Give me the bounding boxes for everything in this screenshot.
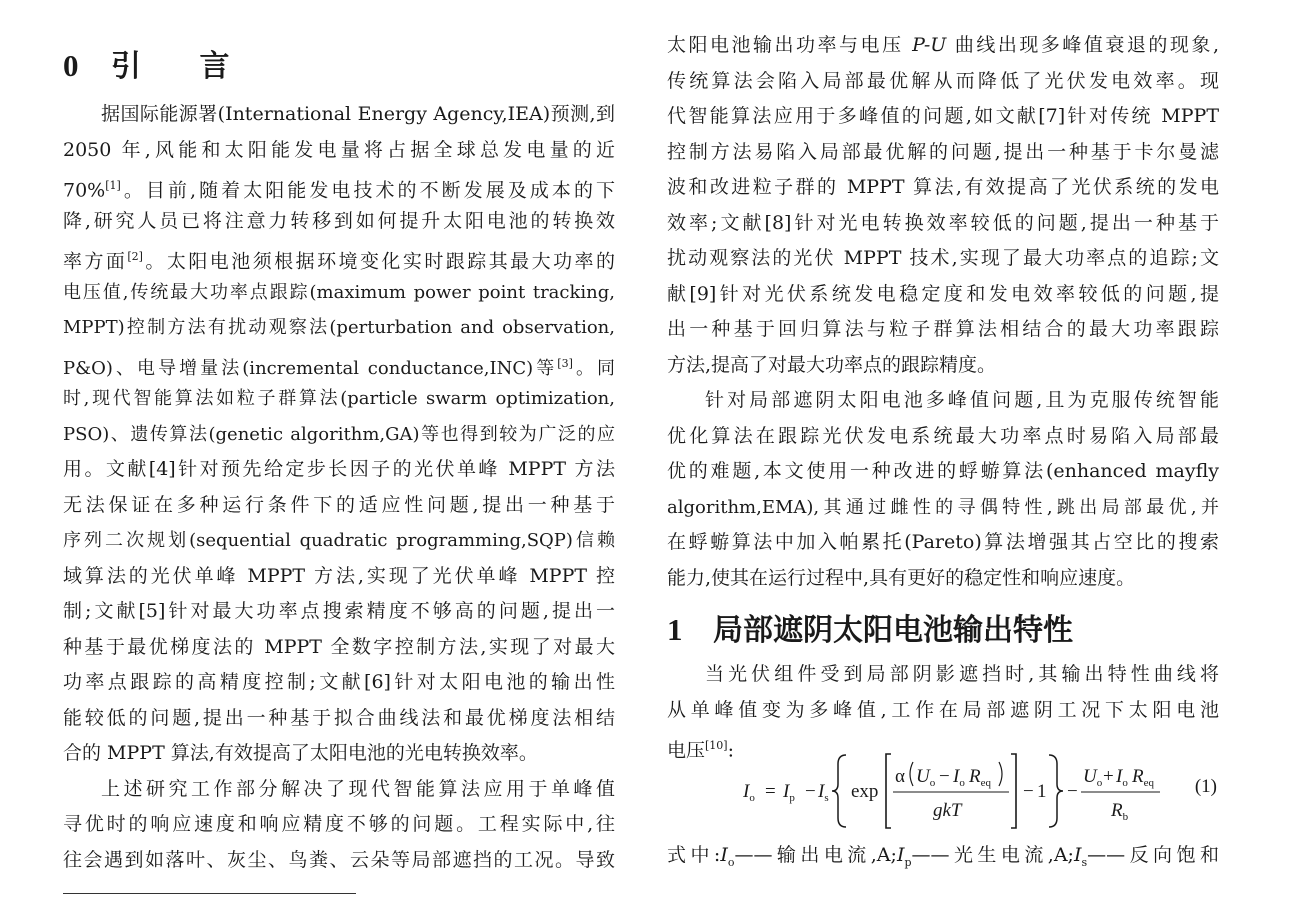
text-line: 效率;文献[8]针对光电转换效率较低的问题,提出一种基于 — [667, 211, 1219, 234]
svg-text:Ip: $I_p$ — [783, 781, 795, 804]
text-line: 献[9]针对光伏系统发电稳定度和发电效率较低的问题,提 — [667, 282, 1219, 305]
svg-text:−: − — [1067, 781, 1078, 802]
text-line: 降,研究人员已将注意力转移到如何提升太阳电池的转换效 — [63, 209, 615, 232]
text-line: 2050 年,风能和太阳能发电量将占据全球总发电量的近 — [63, 138, 615, 161]
section-title: 引 言 — [111, 49, 254, 84]
equation-number: (1) — [1194, 776, 1217, 797]
text-line: 出一种基于回归算法与粒子群算法相结合的最大功率跟踪 — [667, 318, 1219, 340]
svg-text:gkT: gkT — [933, 800, 962, 821]
text-line: 功率点跟踪的高精度控制;文献[6]针对太阳电池的输出性 — [63, 671, 615, 693]
text-line: 域算法的光伏单峰 MPPT 方法,实现了光伏单峰 MPPT 控 — [63, 564, 615, 587]
svg-text:exp: exp — [851, 781, 879, 802]
section-heading-intro — [63, 46, 615, 87]
text-line: 扰动观察法的光伏 MPPT 技术,实现了最大功率点的追踪;文 — [667, 247, 1219, 269]
text-line: 能较低的问题,提出一种基于拟合曲线法和最优梯度法相结 — [63, 706, 615, 729]
svg-text:Io: $I_o$ — [953, 766, 965, 789]
text-line: 70%[1]。目前,随着太阳能发电技术的不断发展及成本的下 — [63, 179, 615, 202]
paragraph-4 — [667, 657, 1219, 764]
text-line: 无法保证在多种运行条件下的适应性问题,提出一种基于 — [63, 493, 615, 516]
text-line: 用。文献[4]针对预先给定步长因子的光伏单峰 MPPT 方法 — [63, 458, 615, 480]
svg-text:Io: $I_o$ — [743, 781, 755, 804]
svg-text:Rb: $R_b$ — [1111, 800, 1129, 823]
svg-text:−: − — [805, 781, 816, 802]
text-line: 控制方法易陷入局部最优解的问题,提出一种基于卡尔曼滤 — [667, 140, 1219, 163]
equation-body — [743, 750, 1163, 832]
svg-text:+: + — [1103, 766, 1114, 787]
section-title: 局部遮阴太阳电池输出特性 — [713, 613, 1073, 648]
section-number: 1 — [667, 612, 683, 647]
text-line: 太阳电池输出功率与电压 P-U 曲线出现多峰值衰退的现象, — [667, 34, 1219, 56]
text-line: 优化算法在跟踪光伏发电系统最大功率点时易陷入局部最 — [667, 424, 1219, 447]
text-line: 电压值,传统最大功率点跟踪(maximum power point tracking, — [63, 281, 615, 303]
text-line: MPPT)控制方法有扰动观察法(perturbation and observation, — [63, 317, 615, 338]
text-line: PSO)、遗传算法(genetic algorithm,GA)等也得到较为广泛的应 — [63, 423, 615, 445]
svg-text:=: = — [765, 781, 776, 802]
text-line: 式中$:I_o——$输出电流$,A;I_p——$光生电流$,A;I_s——$反向饱和 — [667, 844, 1219, 869]
text-line: 电压[10]: — [667, 739, 735, 762]
svg-text:−: − — [939, 766, 950, 787]
text-line: P&O)、电导增量法(incremental conductance,INC)等[3]。同 — [63, 356, 615, 379]
svg-text:Req: $R_{eq}$ — [969, 766, 991, 789]
svg-text:−: − — [1023, 781, 1034, 802]
text-line: 合的 MPPT 算法,有效提高了太阳电池的光电转换效率。 — [63, 742, 538, 764]
text-line: 从单峰值变为多峰值,工作在局部遮阴工况下太阳电池 — [667, 698, 1219, 721]
svg-text:Is: $I_s$ — [818, 781, 829, 804]
text-line: 种基于最优梯度法的 MPPT 全数字控制方法,实现了对最大 — [63, 635, 615, 658]
paragraph-2-continued — [667, 28, 1219, 383]
text-line: 方法,提高了对最大功率点的跟踪精度。 — [667, 353, 997, 376]
equation-1 — [667, 750, 1219, 832]
text-line: 在蜉蝣算法中加入帕累托(Pareto)算法增强其占空比的搜索 — [667, 531, 1219, 553]
text-line: 上述研究工作部分解决了现代智能算法应用于单峰值 — [101, 777, 615, 800]
footnote-rule — [63, 893, 356, 894]
text-line: 针对局部遮阴太阳电池多峰值问题,且为克服传统智能 — [705, 389, 1219, 411]
text-line: 率方面[2]。太阳电池须根据环境变化实时跟踪其最大功率的 — [63, 250, 615, 273]
equation-variables — [667, 838, 1219, 874]
text-line: 寻优时的响应速度和响应精度不够的问题。工程实际中,往 — [63, 813, 615, 835]
svg-text:1: 1 — [1037, 781, 1047, 802]
text-line: 传统算法会陷入局部最优解从而降低了光伏发电效率。现 — [667, 69, 1219, 92]
paragraph-3 — [667, 383, 1219, 596]
text-line: 时,现代智能算法如粒子群算法(particle swarm optimization, — [63, 388, 615, 409]
left-column — [63, 0, 615, 878]
text-line: 据国际能源署(International Energy Agency,IEA)预测,到 — [101, 103, 615, 125]
right-column — [667, 0, 1219, 764]
text-line: 制;文献[5]针对最大功率点搜索精度不够高的问题,提出一 — [63, 600, 615, 622]
text-line: 当光伏组件受到局部阴影遮挡时,其输出特性曲线将 — [705, 663, 1219, 685]
text-line: algorithm,EMA),其通过雌性的寻偶特性,跳出局部最优,并 — [667, 496, 1219, 518]
text-line: 能力,使其在运行过程中,具有更好的稳定性和响应速度。 — [667, 566, 1136, 589]
paragraph-2 — [63, 772, 615, 879]
text-line: 波和改进粒子群的 MPPT 算法,有效提高了光伏系统的发电 — [667, 176, 1219, 198]
text-line: 优的难题,本文使用一种改进的蜉蝣算法(enhanced mayfly — [667, 460, 1219, 482]
section-heading-1 — [667, 610, 1219, 651]
svg-text:Io: $I_o$ — [1116, 766, 1128, 789]
svg-text:Uo: $U_o$ — [1083, 766, 1103, 789]
paragraph-1 — [63, 97, 615, 772]
text-line: 序列二次规划(sequential quadratic programming,SQP)信赖 — [63, 530, 615, 551]
svg-text:α: α — [895, 766, 905, 787]
svg-text:Uo: $U_o$ — [916, 766, 936, 789]
svg-text:Req: $R_{eq}$ — [1132, 766, 1154, 789]
section-number: 0 — [63, 48, 79, 83]
text-line: 代智能算法应用于多峰值的问题,如文献[7]针对传统 MPPT — [667, 105, 1219, 127]
text-line: 往会遇到如落叶、灰尘、鸟粪、云朵等局部遮挡的工况。导致 — [63, 848, 615, 871]
